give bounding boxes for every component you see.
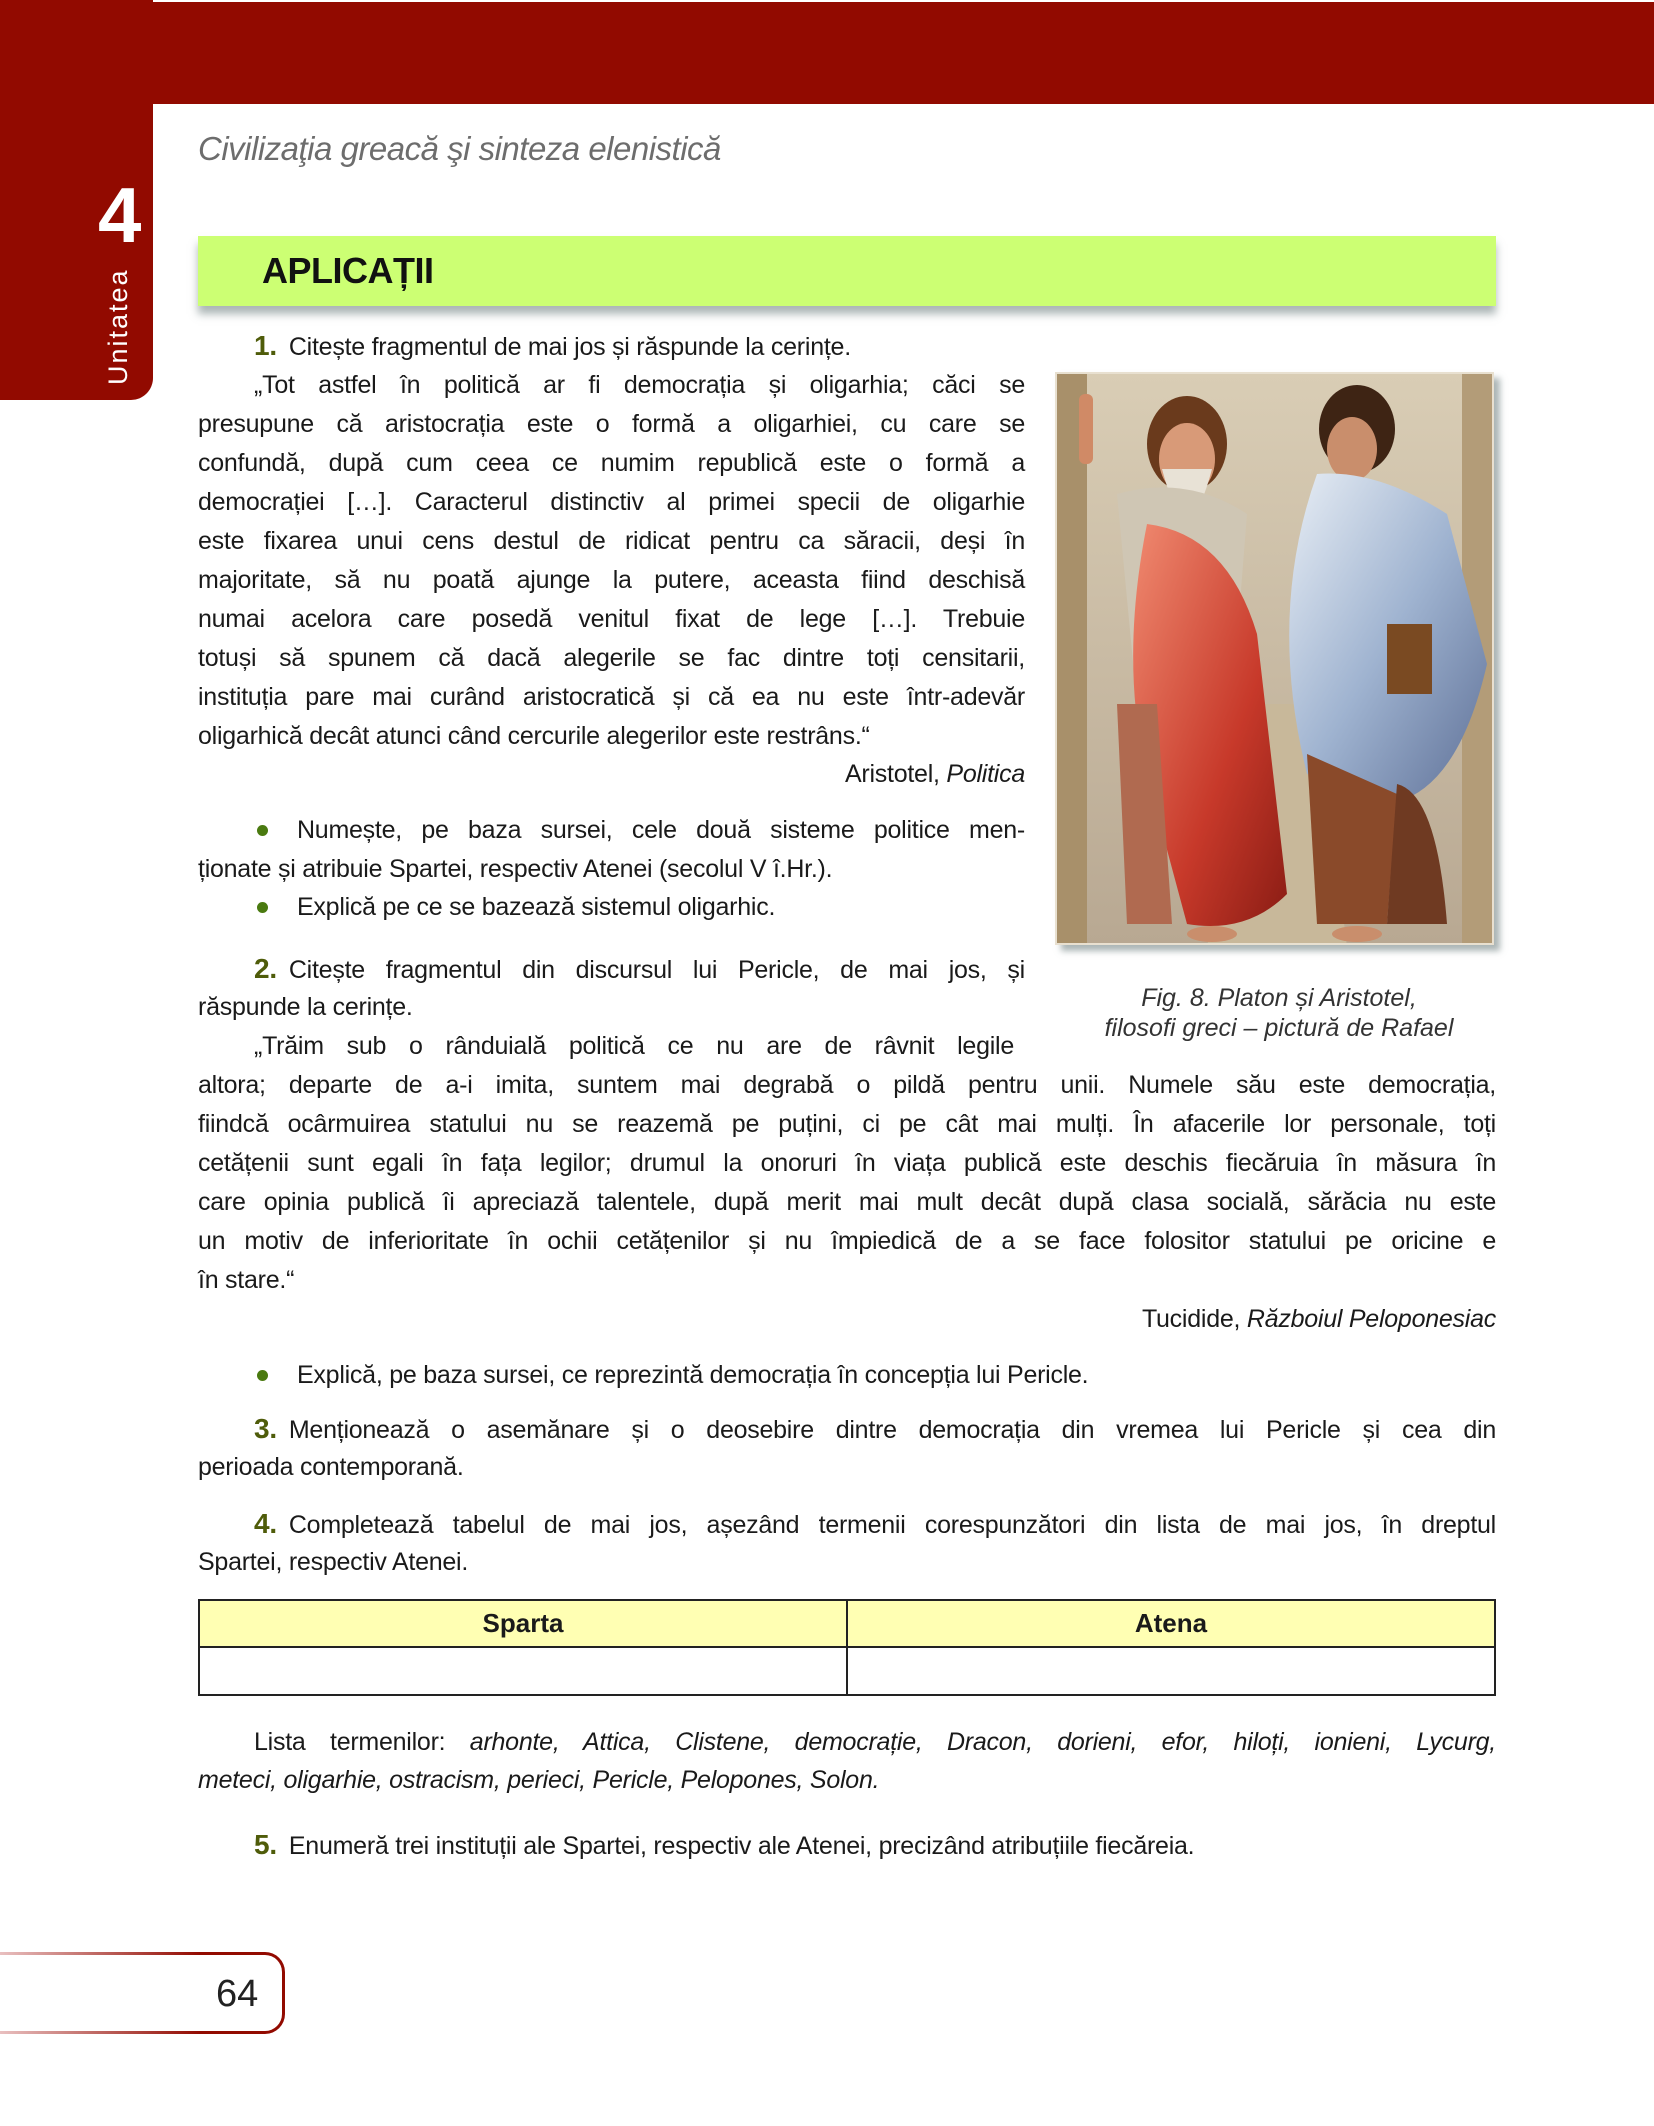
question-1 — [254, 326, 851, 365]
quote-line: presupune că aristocrația este o formă a oligarhiei, cu care se — [198, 410, 1025, 438]
question-text: Menționează o asemănare și o deosebire dintre democrația din vremea lui Pericle și cea din — [288, 1416, 1496, 1444]
page-number-box — [0, 1952, 285, 2034]
question-text: Completează tabelul de mai jos, așezând termenii corespunzători din lista de mai jos, în dreptul — [288, 1511, 1496, 1539]
table-header-atena: Atena — [847, 1600, 1495, 1647]
running-title: Civilizaţia greacă şi sinteza elenistică — [198, 130, 721, 167]
table-row — [199, 1647, 1495, 1695]
table-cell-sparta[interactable] — [199, 1647, 847, 1695]
figure-caption: filosofi greci – pictură de Rafael — [1104, 1014, 1454, 1042]
task-text: Explică pe ce se bazează sistemul oligarhic. — [297, 893, 776, 921]
terms: meteci, oligarhie, ostracism, perieci, Pericle, Pelopones, Solon. — [198, 1766, 880, 1794]
bullet-icon — [257, 1370, 268, 1381]
quote-line: majoritate, să nu poată ajunge la putere, aceasta fiind deschisă — [198, 566, 1025, 594]
task-text: ționate și atribuie Spartei, respectiv Atenei (secolul V î.Hr.). — [198, 855, 833, 883]
question-text: Citește fragmentul de mai jos și răspunde la cerințe. — [288, 333, 851, 361]
question-text: perioada contemporană. — [198, 1453, 464, 1481]
unit-label: Unitatea — [103, 268, 133, 385]
question-text: Enumeră trei instituții ale Spartei, respectiv ale Atenei, precizând atribuțiile fiecăreia. — [288, 1832, 1195, 1860]
quote-line: altora; departe de a-i imita, suntem mai degrabă o pildă pentru unii. Numele său este democrația, — [198, 1071, 1496, 1099]
author: Aristotel, — [844, 760, 947, 788]
table-header-sparta: Sparta — [199, 1600, 847, 1647]
author: Tucidide, — [1141, 1305, 1247, 1333]
quote-line: numai acelora care posedă venitul fixat de lege […]. Trebuie — [198, 605, 1025, 633]
quote-line: un motiv de inferioritate în ochii cetățenilor și nu împiedică de a se face folositor statului pe oricine e — [198, 1227, 1496, 1255]
question-number: 2. — [254, 953, 277, 984]
page-number: 64 — [216, 1973, 259, 2015]
work-title: Războiul Peloponesiac — [1246, 1305, 1496, 1333]
painting-platon-aristotel — [1055, 372, 1494, 945]
quote-line: instituția pare mai curând aristocratică și că ea nu este într-adevăr — [198, 683, 1025, 711]
terms-list — [254, 1723, 1496, 1762]
terms-label: Lista termenilor: — [254, 1728, 470, 1756]
question-2 — [254, 949, 1025, 988]
quote-line: fiindcă ocârmuirea statului nu se reazemă pe puțini, ci pe cât mai mulți. În afacerile lor personale, toți — [198, 1110, 1496, 1138]
figure-caption: Fig. 8. Platon și Aristotel, — [1141, 984, 1417, 1012]
question-4 — [254, 1504, 1496, 1543]
terms: arhonte, Attica, Clistene, democrație, Dracon, dorieni, efor, hiloți, ionieni, Lycurg, — [469, 1728, 1496, 1756]
question-5 — [254, 1825, 1194, 1864]
question-number: 5. — [254, 1829, 277, 1860]
quote-line: oligarhică decât atunci când cercurile alegerilor este restrâns.“ — [198, 722, 870, 750]
question-text: Spartei, respectiv Atenei. — [198, 1548, 469, 1576]
sparta-atena-table — [198, 1599, 1496, 1696]
work-title: Politica — [946, 760, 1025, 788]
quote-line: este fixarea unui cens destul de ridicat pentru ca săracii, deși în — [198, 527, 1025, 555]
bullet-icon — [257, 902, 268, 913]
section-banner — [198, 236, 1496, 306]
quote-line: cetățenii sunt egali în fața legilor; drumul la onoruri în viața publică este deschis fiecăruia în măsura în — [198, 1149, 1496, 1177]
question-number: 1. — [254, 330, 277, 361]
quote-line: „Trăim sub o rânduială politică ce nu are de râvnit legile — [254, 1032, 1014, 1060]
section-title: APLICAȚII — [262, 250, 434, 291]
source-attribution-2 — [198, 1300, 1496, 1339]
question-number: 3. — [254, 1413, 277, 1444]
top-banner — [0, 0, 1654, 104]
quote-line: confundă, după cum ceea ce numim republică este o formă a — [198, 449, 1025, 477]
question-number: 4. — [254, 1508, 277, 1539]
bullet-icon — [257, 825, 268, 836]
unit-number: 4 — [98, 171, 142, 259]
quote-line: în stare.“ — [198, 1266, 295, 1294]
source-attribution-1 — [198, 755, 1025, 794]
task-text: Explică, pe baza sursei, ce reprezintă democrația în concepția lui Pericle. — [297, 1361, 1089, 1389]
quote-line: „Tot astfel în politică ar fi democrația și oligarhia; căci se — [254, 371, 1025, 399]
quote-line: care opinia publică îi apreciază talentele, după merit mai mult decât după clasa socială, sărăcia nu este — [198, 1188, 1496, 1216]
quote-line: totuși să spunem că dacă alegerile se fac dintre toți censitarii, — [198, 644, 1025, 672]
table-cell-atena[interactable] — [847, 1647, 1495, 1695]
question-text: Citește fragmentul din discursul lui Pericle, de mai jos, și — [288, 956, 1025, 984]
task-text: Numește, pe baza sursei, cele două sisteme politice men- — [297, 816, 1025, 844]
question-text: răspunde la cerințe. — [198, 993, 413, 1021]
unit-tab — [0, 0, 153, 400]
question-3 — [254, 1409, 1496, 1448]
quote-line: democrației […]. Caracterul distinctiv al primei specii de oligarhie — [198, 488, 1025, 516]
